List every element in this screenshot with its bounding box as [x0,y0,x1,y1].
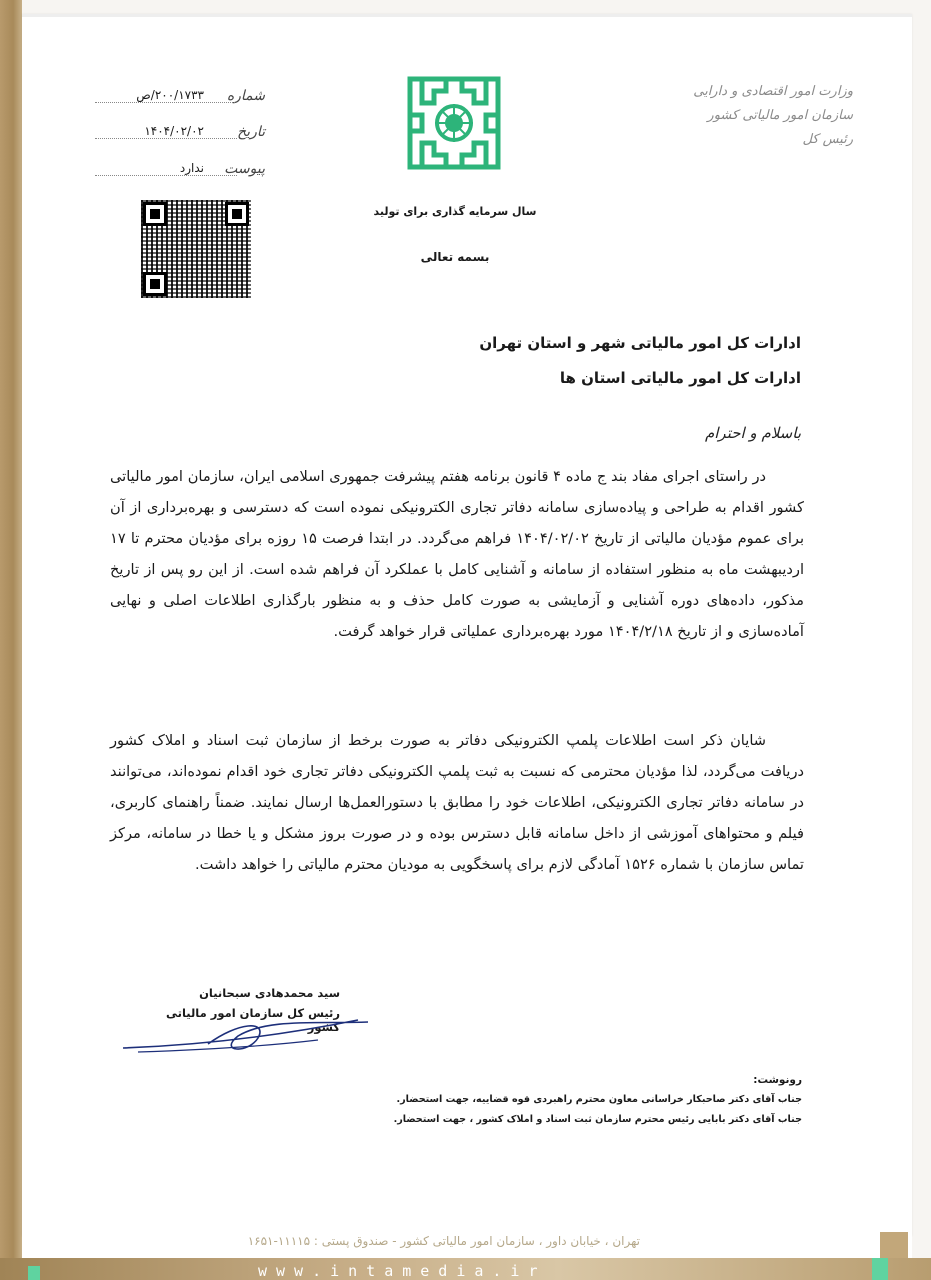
cc-title: رونوشت: [753,1074,802,1086]
dotted-line [95,102,237,103]
letter-date: ۱۴۰۴/۰۲/۰۲ [141,124,207,138]
date-label: تاریخ [237,124,265,140]
organization-header [593,80,853,152]
green-marker [28,1266,40,1280]
left-border-strip [0,0,22,1280]
year-slogan: سال سرمایه گذاری برای تولید [373,205,537,218]
qr-finder [143,202,167,226]
green-marker [872,1258,888,1280]
salutation: باسلام و احترام [704,424,801,442]
body-paragraph-2: شایان ذکر است اطلاعات پلمپ الکترونیکی دفاتر به صورت برخط از سازمان ثبت اسناد و املاک کشور دریافت می‌گردد، لذا مؤدیان محترمی که نسبت به ثبت پلمپ الکترونیکی دفاتر تجاری خود اقدام نموده‌اند، می‌توانند در سامانه دفاتر تجاری الکترونیکی، اطلاعات خود را مطابق با دستورالعمل‌ها ارسال نمایند. ضمناً راهنمای کاربری، فیلم و محتواهای آموزشی از داخل سامانه قابل دسترس بوده و در صورت بروز مشکل و یا خطا در سامانه، مرکز تماس سازمان با شماره ۱۵۲۶ آمادگی لازم برای پاسخگویی به مودیان محترم مالیاتی را خواهد داشت. [110,732,804,873]
number-label: شماره [226,88,265,104]
watermark-url: www.intamedia.ir [258,1262,547,1280]
recipient-2: ادارات کل امور مالیاتی استان ها [559,369,801,387]
letter-date-row [95,124,265,144]
qr-finder [225,202,249,226]
ministry-name: وزارت امور اقتصادی و دارایی [693,84,853,99]
letter-number-row [95,88,265,108]
footer-corner-block [880,1232,908,1258]
bismillah: بسمه تعالی [420,250,490,264]
top-edge [22,14,912,17]
handwritten-signature-icon [118,1010,378,1060]
letter-attachment-row [95,161,265,181]
cc-line-1: جناب آقای دکتر صاحبکار خراسانی معاون محترم راهبردی قوه قضاییه، جهت استحضار. [396,1094,802,1105]
attachment-label: پیوست [224,161,265,177]
qr-finder [143,272,167,296]
body-paragraph-1: در راستای اجرای مفاد بند ج ماده ۴ قانون برنامه هفتم پیشرفت جمهوری اسلامی ایران، سازمان امور مالیاتی کشور اقدام به طراحی و پیاده‌سازی سامانه دفاتر تجاری الکترونیکی نموده است که دسترسی و بهره‌برداری از آن برای عموم مؤدیان مالیاتی از تاریخ ۱۴۰۴/۰۲/۰۲ فراهم می‌گردد. در ابتدا فرصت ۱۵ روزه برای مؤدیان محترم تا ۱۷ اردیبهشت ماه به منظور استفاده از سامانه و آشنایی کامل با عملکرد آن فراهم شده است. از این رو پس از تاریخ مذکور، داده‌های دوره آشنایی و آزمایشی به صورت کامل حذف و به منظور بارگذاری اطلاعات اصلی و نهایی آماده‌سازی و از تاریخ ۱۴۰۴/۲/۱۸ مورد بهره‌برداری عملیاتی قرار خواهد گرفت. [110,468,805,640]
signatory-title: رئیس کل سازمان امور مالیاتی کشور [166,1006,340,1034]
letter-number: ۲۰۰/۱۷۳۳/ص [133,88,207,102]
qr-code-icon [141,200,251,298]
cc-line-2: جناب آقای دکتر بابایی رئیس محترم سازمان ثبت اسناد و املاک کشور ، جهت استحضار. [393,1114,802,1125]
organization-name: سازمان امور مالیاتی کشور [707,108,853,123]
footer-address-bar [22,1230,912,1258]
signatory-name: سید محمدهادی سبحانیان [199,986,340,1000]
recipient-1: ادارات کل امور مالیاتی شهر و استان تهران [479,334,801,352]
office-title: رئیس کل [802,132,853,147]
bottom-bar [0,1258,931,1280]
dotted-line [95,175,237,176]
tax-organization-emblem-icon [404,73,504,173]
footer-address: تهران ، خیابان داور ، سازمان امور مالیاتی کشور - صندوق پستی : ۱۱۱۱۵-۱۶۵۱ [247,1234,640,1248]
attachment-value: ندارد [177,161,207,175]
dotted-line [95,138,237,139]
